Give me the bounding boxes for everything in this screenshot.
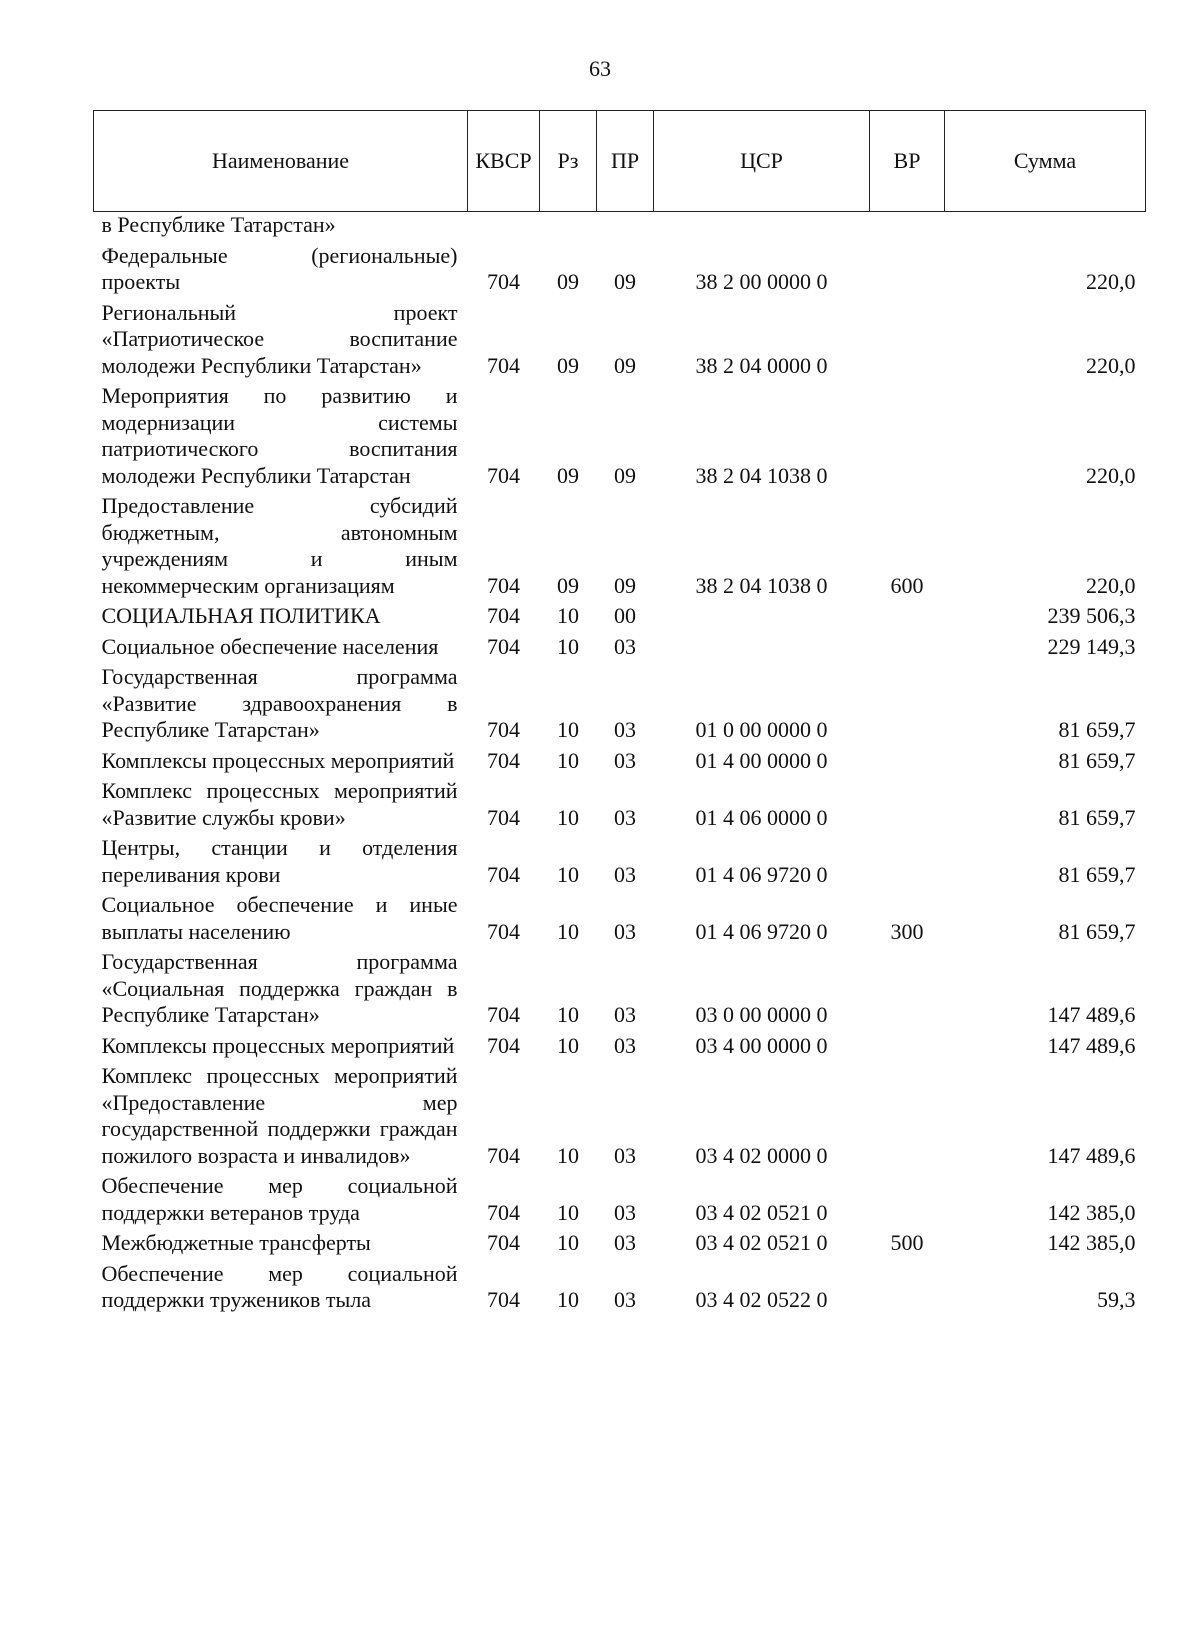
cell-csr: 03 4 02 0521 0	[695, 1199, 828, 1225]
cell-name: СОЦИАЛЬНАЯ ПОЛИТИКА	[101, 603, 381, 628]
header-sum: Сумма	[945, 111, 1146, 212]
cell-pr: 03	[614, 1199, 636, 1225]
table-row	[94, 947, 1146, 1031]
cell-sum: 142 385,0	[1047, 1199, 1136, 1225]
cell-rz: 09	[557, 269, 579, 294]
cell-name: Региональный проект «Патриотическое воспитание молодежи Республики Татарстан»	[101, 299, 458, 378]
cell-sum: 147 489,6	[1047, 1142, 1136, 1168]
cell-rz: 10	[557, 1032, 579, 1058]
cell-rz: 10	[557, 1230, 579, 1255]
cell-rz: 10	[557, 717, 579, 742]
cell-sum: 220,0	[1086, 572, 1136, 598]
cell-kvsr: 704	[487, 572, 520, 598]
cell-vr: 600	[890, 572, 924, 598]
cell-rz: 10	[557, 918, 579, 944]
cell-sum: 81 659,7	[1058, 861, 1136, 887]
continuation-row	[94, 212, 1146, 241]
cell-pr: 03	[614, 1032, 636, 1058]
cell-pr: 03	[614, 918, 636, 944]
table-row	[94, 491, 1146, 601]
cell-name: Федеральные (региональные) проекты	[101, 242, 458, 294]
cell-sum: 81 659,7	[1058, 717, 1136, 742]
cell-kvsr: 704	[487, 1142, 520, 1168]
cell-csr	[654, 632, 870, 663]
cell-sum: 59,3	[1097, 1287, 1136, 1312]
cell-name: Комплексы процессных мероприятий	[101, 747, 455, 773]
cell-kvsr: 704	[487, 462, 520, 488]
cell-kvsr: 704	[487, 1287, 520, 1312]
table-row	[94, 1171, 1146, 1228]
cell-name: Комплекс процессных мероприятий «Развитие службы крови»	[101, 778, 458, 830]
cell-csr: 38 2 04 0000 0	[695, 352, 828, 378]
cell-vr	[870, 1259, 945, 1316]
cell-sum: 142 385,0	[1047, 1230, 1136, 1255]
cell-csr: 03 4 00 0000 0	[695, 1032, 828, 1058]
table-row	[94, 298, 1146, 382]
header-vr: ВР	[870, 111, 945, 212]
table-row	[94, 1061, 1146, 1171]
cell-sum: 147 489,6	[1047, 1032, 1136, 1058]
cell-pr: 03	[614, 1142, 636, 1168]
cell-csr: 01 0 00 0000 0	[695, 717, 828, 742]
cell-pr: 09	[614, 269, 636, 294]
cell-rz: 10	[557, 1287, 579, 1312]
cell-vr: 500	[890, 1230, 924, 1255]
cell-csr: 01 4 00 0000 0	[695, 747, 828, 773]
table-row	[94, 381, 1146, 491]
cell-pr: 03	[614, 804, 636, 830]
cell-csr: 03 4 02 0522 0	[695, 1287, 828, 1312]
cell-kvsr: 704	[487, 633, 520, 659]
header-csr: ЦСР	[654, 111, 870, 212]
cell-name: Государственная программа «Развитие здравоохранения в Республике Татарстан»	[101, 664, 458, 742]
cell-name: Обеспечение мер социальной поддержки ветеранов труда	[101, 1173, 458, 1225]
cell-pr: 03	[614, 1002, 636, 1027]
cell-name: Обеспечение мер социальной поддержки тружеников тыла	[101, 1260, 458, 1312]
cell-vr	[870, 381, 945, 491]
cell-vr	[870, 1031, 945, 1062]
table-row	[94, 890, 1146, 947]
cell-rz: 10	[557, 747, 579, 773]
cell-kvsr: 704	[487, 804, 520, 830]
table-row	[94, 1259, 1146, 1316]
cell-pr: 03	[614, 1230, 636, 1255]
cell-pr: 03	[614, 633, 636, 659]
cell-rz: 10	[557, 1199, 579, 1225]
cell-rz: 10	[557, 603, 579, 628]
cell-vr: 300	[890, 918, 924, 944]
cell-name: Социальное обеспечение населения	[101, 633, 439, 659]
cell-csr: 01 4 06 9720 0	[695, 918, 828, 944]
continuation-text: в Республике Татарстан»	[101, 212, 336, 237]
table-row	[94, 662, 1146, 746]
cell-pr: 00	[614, 603, 636, 628]
cell-vr	[870, 601, 945, 632]
cell-kvsr: 704	[487, 747, 520, 773]
cell-kvsr: 704	[487, 269, 520, 294]
table-row	[94, 1031, 1146, 1062]
budget-table	[93, 110, 1146, 1316]
cell-rz: 10	[557, 633, 579, 659]
table-row	[94, 746, 1146, 777]
cell-pr: 03	[614, 747, 636, 773]
cell-kvsr: 704	[487, 1032, 520, 1058]
cell-csr: 38 2 04 1038 0	[695, 572, 828, 598]
cell-kvsr: 704	[487, 1199, 520, 1225]
cell-rz: 10	[557, 861, 579, 887]
cell-name: Предоставление субсидий бюджетным, автономным учреждениям и иным некоммерческим организациям	[101, 493, 458, 598]
header-pr: ПР	[597, 111, 654, 212]
cell-vr	[870, 662, 945, 746]
cell-kvsr: 704	[487, 352, 520, 378]
cell-pr: 03	[614, 1287, 636, 1312]
cell-sum: 220,0	[1086, 462, 1136, 488]
cell-kvsr: 704	[487, 918, 520, 944]
cell-csr: 03 4 02 0521 0	[695, 1230, 828, 1255]
cell-pr: 09	[614, 462, 636, 488]
cell-kvsr: 704	[487, 603, 520, 628]
cell-sum: 229 149,3	[1047, 633, 1136, 659]
cell-vr	[870, 833, 945, 890]
cell-rz: 09	[557, 572, 579, 598]
cell-csr: 38 2 00 0000 0	[695, 269, 828, 294]
cell-pr: 09	[614, 572, 636, 598]
cell-vr	[870, 241, 945, 298]
cell-sum: 220,0	[1086, 269, 1136, 294]
cell-kvsr: 704	[487, 1230, 520, 1255]
cell-vr	[870, 632, 945, 663]
cell-name: Социальное обеспечение и иные выплаты населению	[101, 892, 458, 944]
cell-name: Комплекс процессных мероприятий «Предоставление мер государственной поддержки граждан пожилого возраста и инвалидов»	[101, 1063, 458, 1168]
table-row	[94, 632, 1146, 663]
cell-sum: 81 659,7	[1058, 747, 1136, 773]
cell-name: Центры, станции и отделения переливания крови	[101, 835, 458, 887]
cell-csr: 03 0 00 0000 0	[695, 1002, 828, 1027]
header-rz: Рз	[540, 111, 597, 212]
cell-csr: 38 2 04 1038 0	[695, 462, 828, 488]
table-row	[94, 833, 1146, 890]
table-header	[94, 111, 1146, 212]
table-row	[94, 776, 1146, 833]
cell-vr	[870, 947, 945, 1031]
cell-csr	[654, 601, 870, 632]
cell-pr: 03	[614, 717, 636, 742]
cell-name: Государственная программа «Социальная поддержка граждан в Республике Татарстан»	[101, 949, 458, 1027]
table-row	[94, 241, 1146, 298]
cell-sum: 220,0	[1086, 352, 1136, 378]
cell-csr: 01 4 06 9720 0	[695, 861, 828, 887]
table-body	[94, 212, 1146, 1316]
cell-vr	[870, 776, 945, 833]
cell-sum: 81 659,7	[1058, 918, 1136, 944]
cell-pr: 03	[614, 861, 636, 887]
cell-rz: 10	[557, 804, 579, 830]
cell-kvsr: 704	[487, 861, 520, 887]
cell-rz: 10	[557, 1002, 579, 1027]
header-name: Наименование	[94, 111, 468, 212]
header-kvsr: КВСР	[468, 111, 540, 212]
cell-rz: 10	[557, 1142, 579, 1168]
cell-kvsr: 704	[487, 1002, 520, 1027]
cell-pr: 09	[614, 352, 636, 378]
cell-name: Комплексы процессных мероприятий	[101, 1032, 455, 1058]
cell-rz: 09	[557, 352, 579, 378]
page-number: 63	[589, 56, 611, 81]
cell-vr	[870, 298, 945, 382]
cell-name: Межбюджетные трансферты	[101, 1230, 371, 1255]
cell-sum: 81 659,7	[1058, 804, 1136, 830]
cell-csr: 01 4 06 0000 0	[695, 804, 828, 830]
cell-sum: 147 489,6	[1047, 1002, 1136, 1027]
cell-kvsr: 704	[487, 717, 520, 742]
cell-name: Мероприятия по развитию и модернизации системы патриотического воспитания молодежи Республики Татарстан	[101, 383, 458, 488]
cell-sum: 239 506,3	[1047, 603, 1136, 628]
table-row	[94, 601, 1146, 632]
table-row	[94, 1228, 1146, 1259]
cell-rz: 09	[557, 462, 579, 488]
cell-vr	[870, 1171, 945, 1228]
cell-csr: 03 4 02 0000 0	[695, 1142, 828, 1168]
cell-vr	[870, 1061, 945, 1171]
cell-vr	[870, 746, 945, 777]
